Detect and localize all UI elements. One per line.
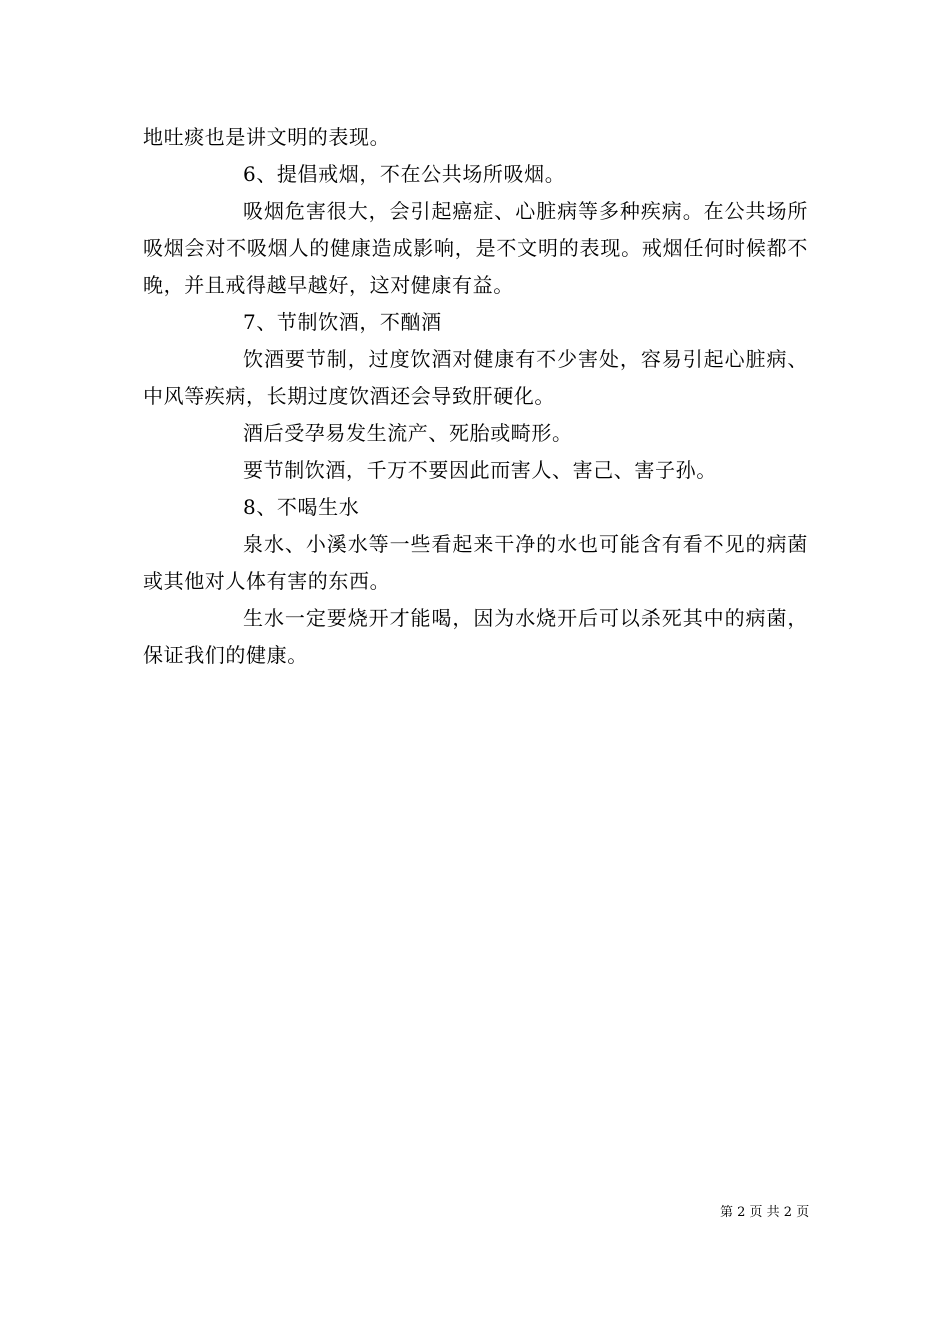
document-body bbox=[143, 119, 808, 674]
paragraph-raw-water-germs: 泉水、小溪水等一些看起来干净的水也可能含有看不见的病菌或其他对人体有害的东西。 bbox=[143, 532, 808, 593]
paragraph-drinking-pregnancy: 酒后受孕易发生流产、死胎或畸形。 bbox=[243, 421, 573, 445]
paragraph-smoking-harm: 吸烟危害很大，会引起癌症、心脏病等多种疾病。在公共场所吸烟会对不吸烟人的健康造成影响，是不文明的表现。戒烟任何时候都不晚，并且戒得越早越好，这对健康有益。 bbox=[143, 199, 808, 297]
paragraph-boil-water: 生水一定要烧开才能喝，因为水烧开后可以杀死其中的病菌，保证我们的健康。 bbox=[143, 606, 808, 667]
paragraph-spitting-tail: 地吐痰也是讲文明的表现。 bbox=[143, 125, 391, 149]
paragraph-drinking-harm: 饮酒要节制，过度饮酒对健康有不少害处，容易引起心脏病、中风等疾病，长期过度饮酒还会导致肝硬化。 bbox=[143, 347, 808, 408]
heading-no-raw-water: 8、不喝生水 bbox=[243, 495, 360, 519]
heading-limit-drinking: 7、节制饮酒，不酗酒 bbox=[243, 310, 442, 334]
page-number-footer: 第 2 页 共 2 页 bbox=[720, 1205, 810, 1220]
heading-quit-smoking: 6、提倡戒烟，不在公共场所吸烟。 bbox=[243, 162, 566, 186]
paragraph-drinking-advice: 要节制饮酒，千万不要因此而害人、害己、害子孙。 bbox=[243, 458, 717, 482]
